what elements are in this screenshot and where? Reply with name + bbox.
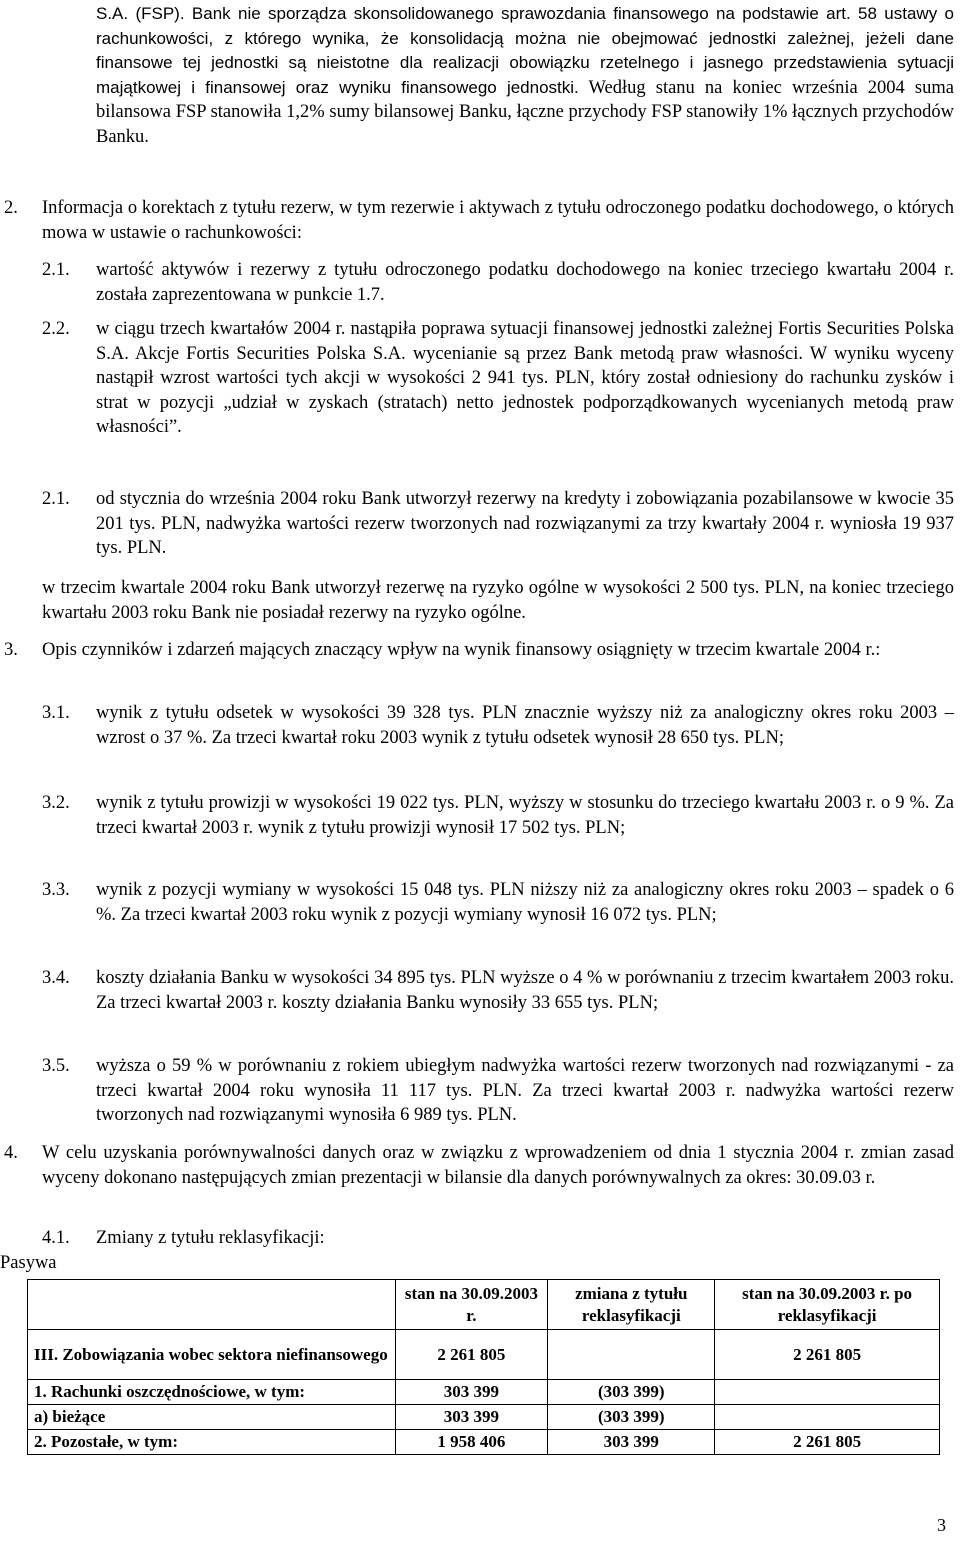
intro-text-sans: S.A. (FSP). Bank nie sporządza skonsolidowanego sprawozdania finansowego na podstawie art. 58 ustawy o rachunkowości, z którego wynika, że konsolidacją można nie obejmować jednostki zależnej, jeżeli dane finansowe tej jednostki są nieistotne dla realizacji obowiązku rzetelnego i jasnego przedstawienia sytuacji majątkowej i finansowej oraz wyniku finansowego jednostki. xyxy=(96,4,954,97)
intro-text-serif: Według stanu na koniec września 2004 suma bilansowa FSP stanowiła 1,2% sumy bilansowej Banku, łączne przychody FSP stanowiły 1% łącznych przychodów Banku. xyxy=(96,77,954,147)
reclassification-table xyxy=(27,1279,940,1455)
section-2-tail xyxy=(42,576,954,625)
table-row xyxy=(28,1405,940,1430)
page-number: 3 xyxy=(937,1515,946,1535)
section-4-number: 4. xyxy=(4,1143,18,1163)
item-3-2-number: 3.2. xyxy=(42,793,70,813)
table-cell xyxy=(715,1405,940,1430)
intro-paragraph xyxy=(96,2,954,149)
table-cell: 2. Pozostałe, w tym: xyxy=(28,1430,396,1455)
section-2-tail-text: w trzecim kwartale 2004 roku Bank utworzył rezerwę na ryzyko ogólne w wysokości 2 500 tys. PLN, na koniec trzeciego kwartału 2003 roku Bank nie posiadał rezerwy na ryzyko ogólne. xyxy=(42,578,954,623)
table-cell: (303 399) xyxy=(548,1405,715,1430)
table-header-row xyxy=(28,1280,940,1330)
table-header-cell: stan na 30.09.2003 r. po reklasyfikacji xyxy=(715,1280,940,1330)
item-2-3-text: od stycznia do września 2004 roku Bank utworzył rezerwy na kredyty i zobowiązania pozabilansowe w kwocie 35 201 tys. PLN, nadwyżka wartości rezerw tworzonych nad rozwiązanymi za trzy kwartały 2004 r. wyniosła 19 937 tys. PLN. xyxy=(96,489,954,558)
item-3-5-number: 3.5. xyxy=(42,1056,70,1076)
item-2-3-number: 2.1. xyxy=(42,489,70,509)
section-2-number: 2. xyxy=(4,198,18,218)
table-cell: 2 261 805 xyxy=(395,1330,548,1380)
table-row xyxy=(28,1330,940,1380)
item-4-1-text: Zmiany z tytułu reklasyfikacji: xyxy=(96,1228,325,1248)
table-cell xyxy=(548,1330,715,1380)
item-2-1-number: 2.1. xyxy=(42,260,70,280)
table-cell: 1. Rachunki oszczędnościowe, w tym: xyxy=(28,1380,396,1405)
table-cell: 2 261 805 xyxy=(715,1430,940,1455)
table-row xyxy=(28,1380,940,1405)
table-cell: a) bieżące xyxy=(28,1405,396,1430)
section-2-text: Informacja o korektach z tytułu rezerw, w tym rezerwie i aktywach z tytułu odroczonego podatku dochodowego, o których mowa w ustawie o rachunkowości: xyxy=(42,198,954,243)
item-3-4-text: koszty działania Banku w wysokości 34 895 tys. PLN wyższe o 4 % w porównaniu z trzecim kwartałem 2003 roku. Za trzeci kwartał 2003 r. koszty działania Banku wynosiły 33 655 tys. PLN; xyxy=(96,968,954,1013)
table-cell: III. Zobowiązania wobec sektora niefinansowego xyxy=(28,1330,396,1380)
table-cell: 303 399 xyxy=(395,1380,548,1405)
section-4-text: W celu uzyskania porównywalności danych oraz w związku z wprowadzeniem od dnia 1 stycznia 2004 r. zmian zasad wyceny dokonano następujących zmian prezentacji w bilansie dla danych porównywalnych za okres: 30.09.03 r. xyxy=(42,1143,954,1188)
item-3-3-text: wynik z pozycji wymiany w wysokości 15 048 tys. PLN niższy niż za analogiczny okres roku 2003 – spadek o 6 %. Za trzeci kwartał 2003 roku wynik z pozycji wymiany wynosił 16 072 tys. PLN; xyxy=(96,880,954,925)
section-3-number: 3. xyxy=(4,640,18,660)
item-3-2-text: wynik z tytułu prowizji w wysokości 19 022 tys. PLN, wyższy w stosunku do trzeciego kwartału 2003 r. o 9 %. Za trzeci kwartał 2003 r. wynik z tytułu prowizji wynosił 17 502 tys. PLN; xyxy=(96,793,954,838)
pasywa-label: Pasywa xyxy=(0,1253,57,1273)
section-3-text: Opis czynników i zdarzeń mających znaczący wpływ na wynik finansowy osiągnięty w trzecim kwartale 2004 r.: xyxy=(42,640,881,660)
item-4-1-number: 4.1. xyxy=(42,1228,70,1248)
table-cell: 303 399 xyxy=(395,1405,548,1430)
item-2-1-text: wartość aktywów i rezerwy z tytułu odroczonego podatku dochodowego na koniec trzeciego kwartału 2004 r. została zaprezentowana w punkcie 1.7. xyxy=(96,260,954,305)
item-3-4-number: 3.4. xyxy=(42,968,70,988)
table-cell xyxy=(715,1380,940,1405)
table-cell: (303 399) xyxy=(548,1380,715,1405)
table-header-cell: stan na 30.09.2003 r. xyxy=(395,1280,548,1330)
table-cell: 1 958 406 xyxy=(395,1430,548,1455)
table-header-cell xyxy=(28,1280,396,1330)
table-header-cell: zmiana z tytułu reklasyfikacji xyxy=(548,1280,715,1330)
table-cell: 303 399 xyxy=(548,1430,715,1455)
item-3-1-text: wynik z tytułu odsetek w wysokości 39 328 tys. PLN znacznie wyższy niż za analogiczny okres roku 2003 – wzrost o 37 %. Za trzeci kwartał roku 2003 wynik z tytułu odsetek wynosił 28 650 tys. PLN; xyxy=(96,703,954,748)
table-row xyxy=(28,1430,940,1455)
item-3-5-text: wyższa o 59 % w porównaniu z rokiem ubiegłym nadwyżka wartości rezerw tworzonych nad rozwiązanymi - za trzeci kwartał 2004 roku wynosiła 11 117 tys. PLN. Za trzeci kwartał 2003 r. nadwyżka wartości rezerw tworzonych nad rozwiązanymi wynosiła 6 989 tys. PLN. xyxy=(96,1056,954,1125)
item-3-3-number: 3.3. xyxy=(42,880,70,900)
item-2-2-text: w ciągu trzech kwartałów 2004 r. nastąpiła poprawa sytuacji finansowej jednostki zależnej Fortis Securities Polska S.A. Akcje Fortis Securities Polska S.A. wycenianie są przez Bank metodą praw własności. W wyniku wyceny nastąpił wzrost wartości tych akcji w wysokości 2 941 tys. PLN, który został odniesiony do rachunku zysków i strat w pozycji „udział w zyskach (stratach) netto jednostek podporządkowanych wycenianych metodą praw własności”. xyxy=(96,319,954,437)
item-3-1-number: 3.1. xyxy=(42,703,70,723)
item-2-2-number: 2.2. xyxy=(42,319,70,339)
table-cell: 2 261 805 xyxy=(715,1330,940,1380)
